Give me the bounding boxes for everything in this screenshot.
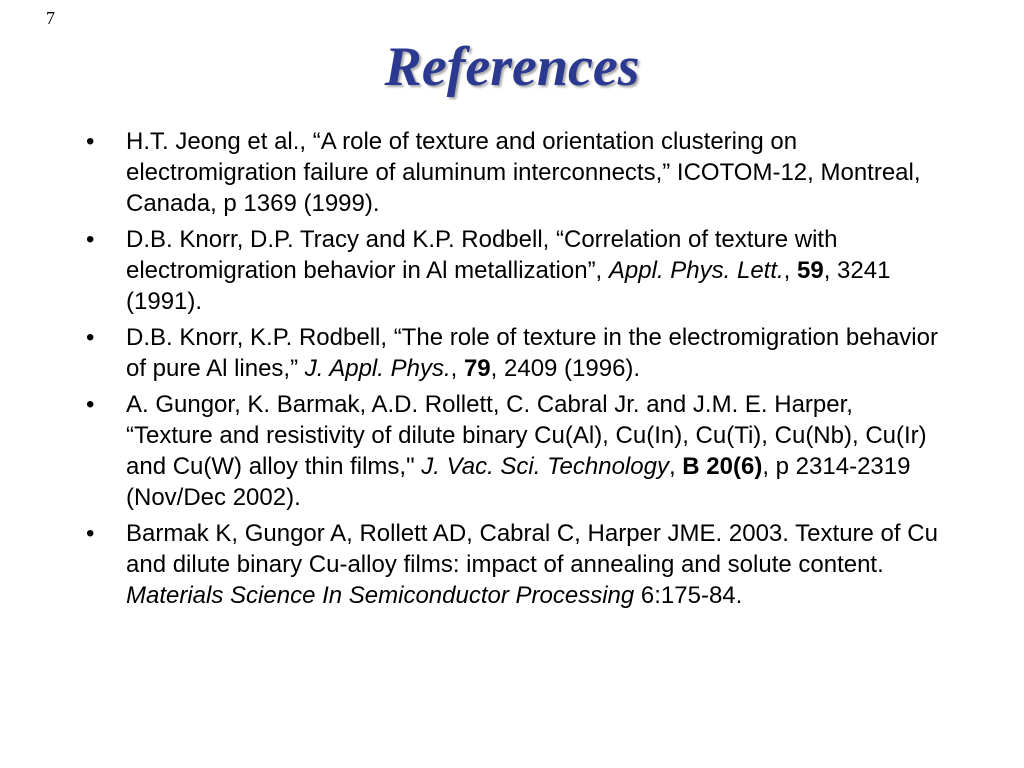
reference-item: [84, 389, 944, 513]
slide-number: 7: [46, 8, 55, 28]
reference-text: A. Gungor, K. Barmak, A.D. Rollett, C. Cabral Jr. and J.M. E. Harper, “Texture and resistivity of dilute binary Cu(Al), Cu(In), Cu(Ti), Cu(Nb), Cu(Ir) and Cu(W) alloy thin films,": [126, 391, 927, 480]
journal-name: J. Appl. Phys.: [304, 355, 451, 382]
journal-name: Appl. Phys. Lett.: [608, 257, 784, 284]
journal-name: Materials Science In Semiconductor Processing: [126, 582, 635, 609]
volume-number: 79: [463, 355, 491, 382]
reference-text: D.B. Knorr, K.P. Rodbell, “The role of texture in the electromigration behavior of pure Al lines,”: [126, 324, 938, 382]
reference-item: [84, 322, 944, 384]
reference-item: [84, 224, 944, 317]
reference-text: ,: [783, 257, 798, 284]
reference-item: [84, 126, 944, 219]
volume-number: B 20(6): [682, 453, 763, 480]
journal-name: J. Vac. Sci. Technology: [421, 453, 669, 480]
reference-text: Barmak K, Gungor A, Rollett AD, Cabral C, Harper JME. 2003. Texture of Cu and dilute binary Cu-alloy films: impact of annealing and solute content.: [126, 520, 938, 578]
reference-text: , p 2314-2319 (Nov/Dec 2002).: [126, 453, 911, 511]
reference-item: [84, 518, 944, 611]
reference-text: ,: [668, 453, 683, 480]
reference-text: , 2409 (1996).: [490, 355, 641, 382]
reference-text: 6:175-84.: [634, 582, 743, 609]
bullet-icon: •: [86, 324, 95, 351]
reference-text: ,: [450, 355, 464, 382]
bullet-icon: •: [86, 226, 95, 253]
slide-title: References: [384, 36, 640, 98]
reference-text: , 3241 (1991).: [126, 257, 891, 315]
volume-number: 59: [797, 257, 824, 284]
reference-text: H.T. Jeong et al., “A role of texture and orientation clustering on electromigration failure of aluminum interconnects,” ICOTOM-12, Montreal, Canada, p 1369 (1999).: [126, 128, 921, 217]
reference-list: [84, 126, 944, 616]
bullet-icon: •: [86, 391, 95, 418]
bullet-icon: •: [86, 520, 95, 547]
reference-text: D.B. Knorr, D.P. Tracy and K.P. Rodbell, “Correlation of texture with electromigration behavior in Al metallization”,: [126, 226, 838, 284]
bullet-icon: •: [86, 128, 95, 155]
